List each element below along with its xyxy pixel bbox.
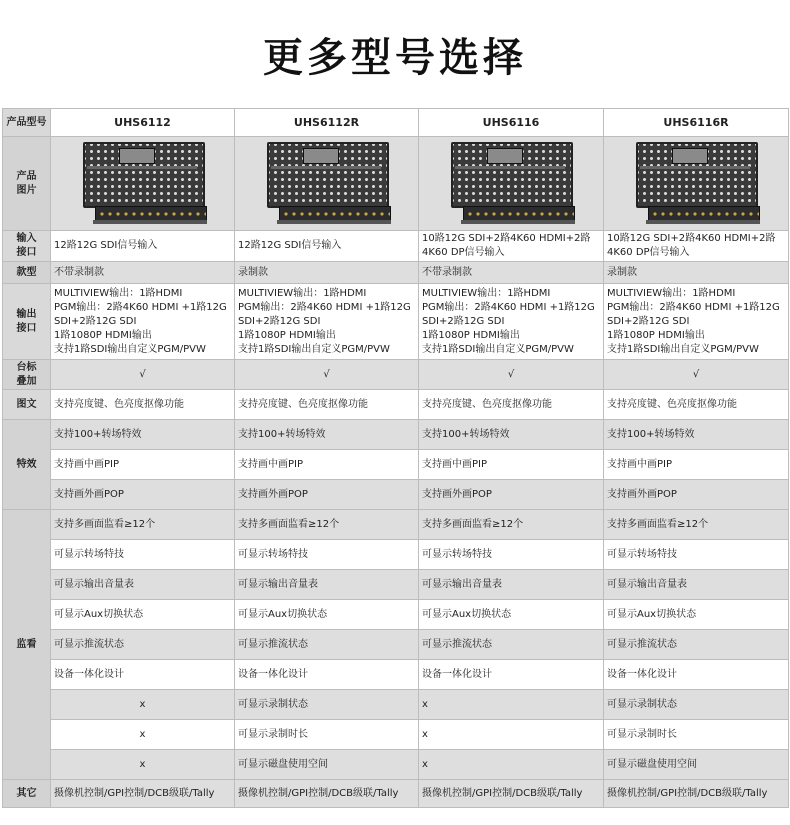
input-cell: 12路12G SDI信号输入 — [235, 231, 419, 262]
other-cell: 摄像机控制/GPI控制/DCB级联/Tally — [235, 780, 419, 808]
monitor-cell: 可显示推流状态 — [51, 630, 235, 660]
effects-cell: 支持画外画POP — [51, 480, 235, 510]
monitor-cell: 可显示录制时长 — [235, 720, 419, 750]
monitor-none-cell: x — [419, 690, 604, 720]
logo-row — [3, 360, 789, 390]
monitor-none-cell: x — [51, 750, 235, 780]
input-row — [3, 231, 789, 262]
input-cell: 10路12G SDI+2路4K60 HDMI+2路4K60 DP信号输入 — [419, 231, 604, 262]
monitor-cell: 可显示磁盘使用空间 — [604, 750, 789, 780]
input-cell: 12路12G SDI信号输入 — [51, 231, 235, 262]
monitor-none-cell: x — [51, 720, 235, 750]
monitor-row — [3, 600, 789, 630]
output-cell: MULTIVIEW输出：1路HDMI PGM输出：2路4K60 HDMI +1路12G SDI+2路12G SDI 1路1080P HDMI输出 支持1路SDI输出自定义PGM/PVW — [51, 284, 235, 360]
input-cell: 10路12G SDI+2路4K60 HDMI+2路4K60 DP信号输入 — [604, 231, 789, 262]
monitor-cell: 支持多画面监看≥12个 — [604, 510, 789, 540]
keying-cell: 支持亮度键、色亮度抠像功能 — [604, 390, 789, 420]
effects-cell: 支持画中画PIP — [51, 450, 235, 480]
monitor-row — [3, 510, 789, 540]
monitor-row — [3, 690, 789, 720]
monitor-cell: 可显示磁盘使用空间 — [235, 750, 419, 780]
image-row — [3, 137, 789, 231]
device-image-cell — [51, 137, 235, 231]
device-image-cell — [235, 137, 419, 231]
switcher-device-image — [441, 140, 581, 228]
effects-cell: 支持100+转场特效 — [604, 420, 789, 450]
model-header: UHS6116R — [604, 109, 789, 137]
output-row — [3, 284, 789, 360]
type-cell: 录制款 — [604, 262, 789, 284]
monitor-row — [3, 750, 789, 780]
monitor-none-cell: x — [419, 720, 604, 750]
effects-cell: 支持画中画PIP — [604, 450, 789, 480]
effects-cell: 支持画外画POP — [419, 480, 604, 510]
monitor-cell: 可显示输出音量表 — [51, 570, 235, 600]
monitor-row — [3, 720, 789, 750]
monitor-cell: 可显示Aux切换状态 — [235, 600, 419, 630]
keying-cell: 支持亮度键、色亮度抠像功能 — [235, 390, 419, 420]
row-label-effects: 特效 — [3, 420, 51, 510]
header-label: 产品型号 — [3, 109, 51, 137]
monitor-cell: 可显示录制时长 — [604, 720, 789, 750]
switcher-device-image — [257, 140, 397, 228]
monitor-cell: 可显示输出音量表 — [419, 570, 604, 600]
effects-row — [3, 450, 789, 480]
effects-cell: 支持画外画POP — [604, 480, 789, 510]
logo-check: √ — [235, 360, 419, 390]
monitor-cell: 可显示转场特技 — [604, 540, 789, 570]
type-cell: 不带录制款 — [419, 262, 604, 284]
row-label-monitor: 监看 — [3, 510, 51, 780]
output-cell: MULTIVIEW输出：1路HDMI PGM输出：2路4K60 HDMI +1路12G SDI+2路12G SDI 1路1080P HDMI输出 支持1路SDI输出自定义PGM/PVW — [419, 284, 604, 360]
type-cell: 录制款 — [235, 262, 419, 284]
other-cell: 摄像机控制/GPI控制/DCB级联/Tally — [419, 780, 604, 808]
monitor-cell: 可显示输出音量表 — [604, 570, 789, 600]
monitor-cell: 可显示Aux切换状态 — [419, 600, 604, 630]
effects-cell: 支持画外画POP — [235, 480, 419, 510]
monitor-row — [3, 540, 789, 570]
output-cell: MULTIVIEW输出：1路HDMI PGM输出：2路4K60 HDMI +1路12G SDI+2路12G SDI 1路1080P HDMI输出 支持1路SDI输出自定义PGM/PVW — [604, 284, 789, 360]
monitor-cell: 可显示转场特技 — [235, 540, 419, 570]
row-label-output: 输出 接口 — [3, 284, 51, 360]
model-header: UHS6112 — [51, 109, 235, 137]
row-label-logo: 台标 叠加 — [3, 360, 51, 390]
page-title: 更多型号选择 — [263, 35, 527, 81]
model-header: UHS6112R — [235, 109, 419, 137]
monitor-cell: 可显示推流状态 — [419, 630, 604, 660]
model-header: UHS6116 — [419, 109, 604, 137]
other-cell: 摄像机控制/GPI控制/DCB级联/Tally — [604, 780, 789, 808]
monitor-cell: 设备一体化设计 — [419, 660, 604, 690]
effects-cell: 支持100+转场特效 — [419, 420, 604, 450]
monitor-cell: 可显示Aux切换状态 — [604, 600, 789, 630]
header-row — [3, 109, 789, 137]
monitor-cell: 支持多画面监看≥12个 — [51, 510, 235, 540]
other-cell: 摄像机控制/GPI控制/DCB级联/Tally — [51, 780, 235, 808]
other-row — [3, 780, 789, 808]
logo-check: √ — [51, 360, 235, 390]
monitor-cell: 可显示录制状态 — [604, 690, 789, 720]
logo-check: √ — [419, 360, 604, 390]
row-label-image: 产品 图片 — [3, 137, 51, 231]
monitor-cell: 设备一体化设计 — [235, 660, 419, 690]
monitor-cell: 可显示推流状态 — [604, 630, 789, 660]
row-label-keying: 图文 — [3, 390, 51, 420]
monitor-cell: 支持多画面监看≥12个 — [419, 510, 604, 540]
effects-row — [3, 480, 789, 510]
monitor-none-cell: x — [51, 690, 235, 720]
effects-cell: 支持100+转场特效 — [235, 420, 419, 450]
monitor-row — [3, 660, 789, 690]
monitor-cell: 可显示Aux切换状态 — [51, 600, 235, 630]
monitor-none-cell: x — [419, 750, 604, 780]
switcher-device-image — [626, 140, 766, 228]
monitor-cell: 可显示转场特技 — [51, 540, 235, 570]
monitor-cell: 可显示转场特技 — [419, 540, 604, 570]
monitor-cell: 设备一体化设计 — [51, 660, 235, 690]
row-label-type: 款型 — [3, 262, 51, 284]
switcher-device-image — [73, 140, 213, 228]
device-image-cell — [419, 137, 604, 231]
monitor-cell: 可显示录制状态 — [235, 690, 419, 720]
effects-row — [3, 420, 789, 450]
monitor-cell: 设备一体化设计 — [604, 660, 789, 690]
monitor-row — [3, 570, 789, 600]
monitor-row — [3, 630, 789, 660]
row-label-input: 输入 接口 — [3, 231, 51, 262]
keying-cell: 支持亮度键、色亮度抠像功能 — [419, 390, 604, 420]
model-comparison-table — [2, 108, 789, 808]
monitor-cell: 支持多画面监看≥12个 — [235, 510, 419, 540]
output-cell: MULTIVIEW输出：1路HDMI PGM输出：2路4K60 HDMI +1路12G SDI+2路12G SDI 1路1080P HDMI输出 支持1路SDI输出自定义PGM/PVW — [235, 284, 419, 360]
effects-cell: 支持画中画PIP — [235, 450, 419, 480]
type-row — [3, 262, 789, 284]
keying-cell: 支持亮度键、色亮度抠像功能 — [51, 390, 235, 420]
keying-row — [3, 390, 789, 420]
effects-cell: 支持100+转场特效 — [51, 420, 235, 450]
effects-cell: 支持画中画PIP — [419, 450, 604, 480]
monitor-cell: 可显示推流状态 — [235, 630, 419, 660]
monitor-cell: 可显示输出音量表 — [235, 570, 419, 600]
type-cell: 不带录制款 — [51, 262, 235, 284]
logo-check: √ — [604, 360, 789, 390]
device-image-cell — [604, 137, 789, 231]
row-label-other: 其它 — [3, 780, 51, 808]
